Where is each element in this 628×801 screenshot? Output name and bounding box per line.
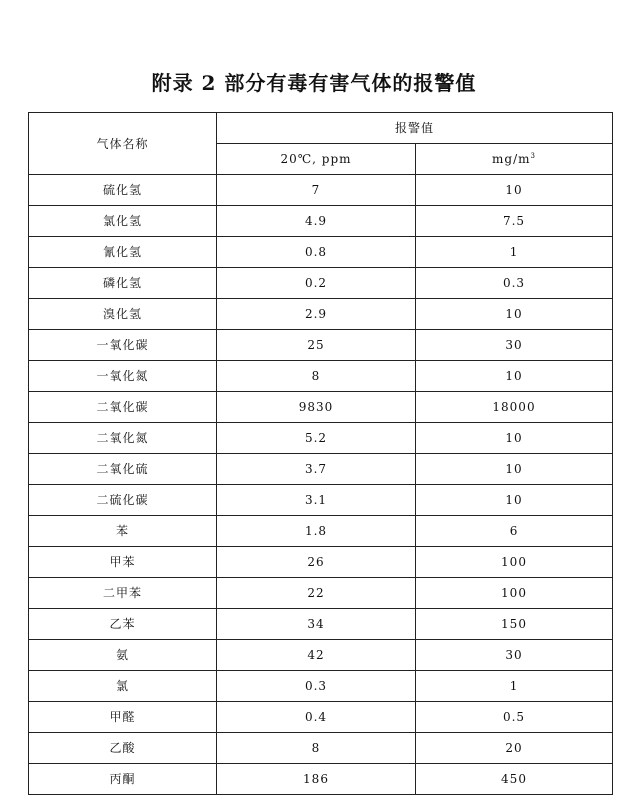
mg-unit-base: mg/m	[492, 152, 531, 166]
ppm-value-cell: 3.1	[217, 485, 416, 516]
ppm-value-cell: 2.9	[217, 299, 416, 330]
ppm-value-cell: 22	[217, 578, 416, 609]
mg-value-cell: 10	[416, 454, 613, 485]
gas-name-cell: 氯化氢	[29, 206, 217, 237]
mg-value-cell: 1	[416, 237, 613, 268]
table-row	[29, 578, 613, 609]
ppm-value-cell: 0.4	[217, 702, 416, 733]
table-row	[29, 268, 613, 299]
table-row	[29, 671, 613, 702]
gas-name-header: 气体名称	[29, 113, 217, 175]
table-body	[29, 113, 613, 795]
mg-value-cell: 10	[416, 485, 613, 516]
gas-name-cell: 氯	[29, 671, 217, 702]
ppm-value-cell: 26	[217, 547, 416, 578]
page-title: 附录 2 部分有毒有害气体的报警值	[151, 71, 477, 95]
ppm-unit-header: 20℃, ppm	[217, 144, 416, 175]
gas-name-cell: 磷化氢	[29, 268, 217, 299]
table-row	[29, 640, 613, 671]
mg-value-cell: 10	[416, 299, 613, 330]
gas-name-cell: 一氧化氮	[29, 361, 217, 392]
ppm-value-cell: 1.8	[217, 516, 416, 547]
gas-name-cell: 二硫化碳	[29, 485, 217, 516]
mg-value-cell: 0.5	[416, 702, 613, 733]
alarm-value-table	[28, 112, 613, 795]
mg-value-cell: 1	[416, 671, 613, 702]
mg-value-cell: 100	[416, 547, 613, 578]
ppm-value-cell: 186	[217, 764, 416, 795]
mg-value-cell: 100	[416, 578, 613, 609]
ppm-value-cell: 34	[217, 609, 416, 640]
gas-name-cell: 甲醛	[29, 702, 217, 733]
ppm-value-cell: 3.7	[217, 454, 416, 485]
table-row	[29, 237, 613, 268]
mg-value-cell: 150	[416, 609, 613, 640]
ppm-value-cell: 8	[217, 361, 416, 392]
mg-value-cell: 10	[416, 423, 613, 454]
gas-name-cell: 二甲苯	[29, 578, 217, 609]
ppm-value-cell: 9830	[217, 392, 416, 423]
mg-value-cell: 450	[416, 764, 613, 795]
gas-name-cell: 一氧化碳	[29, 330, 217, 361]
table-row	[29, 547, 613, 578]
ppm-value-cell: 5.2	[217, 423, 416, 454]
table-row	[29, 299, 613, 330]
mg-value-cell: 0.3	[416, 268, 613, 299]
table-row	[29, 733, 613, 764]
mg-value-cell: 30	[416, 640, 613, 671]
gas-name-cell: 氨	[29, 640, 217, 671]
table-row	[29, 206, 613, 237]
table-row	[29, 423, 613, 454]
gas-name-cell: 二氧化碳	[29, 392, 217, 423]
ppm-value-cell: 25	[217, 330, 416, 361]
mg-value-cell: 10	[416, 361, 613, 392]
table-row	[29, 609, 613, 640]
gas-name-cell: 苯	[29, 516, 217, 547]
ppm-value-cell: 0.3	[217, 671, 416, 702]
mg-unit-exponent: 3	[530, 152, 536, 160]
gas-name-cell: 二氧化硫	[29, 454, 217, 485]
mg-value-cell: 10	[416, 175, 613, 206]
table-row	[29, 454, 613, 485]
header-row	[29, 113, 613, 144]
table-row	[29, 485, 613, 516]
table-row	[29, 175, 613, 206]
mg-value-cell: 7.5	[416, 206, 613, 237]
gas-name-cell: 氰化氢	[29, 237, 217, 268]
table-row	[29, 516, 613, 547]
gas-name-cell: 二氧化氮	[29, 423, 217, 454]
ppm-value-cell: 8	[217, 733, 416, 764]
mg-value-cell: 20	[416, 733, 613, 764]
gas-name-cell: 溴化氢	[29, 299, 217, 330]
table-row	[29, 702, 613, 733]
table-row	[29, 764, 613, 795]
gas-name-cell: 乙酸	[29, 733, 217, 764]
gas-name-cell: 乙苯	[29, 609, 217, 640]
gas-name-cell: 丙酮	[29, 764, 217, 795]
table-row	[29, 330, 613, 361]
table-row	[29, 361, 613, 392]
ppm-value-cell: 42	[217, 640, 416, 671]
ppm-value-cell: 0.2	[217, 268, 416, 299]
table-row	[29, 392, 613, 423]
alarm-value-header: 报警值	[217, 113, 613, 144]
ppm-value-cell: 7	[217, 175, 416, 206]
mg-value-cell: 18000	[416, 392, 613, 423]
gas-name-cell: 甲苯	[29, 547, 217, 578]
gas-name-cell: 硫化氢	[29, 175, 217, 206]
mg-value-cell: 30	[416, 330, 613, 361]
ppm-value-cell: 4.9	[217, 206, 416, 237]
mg-unit-header	[416, 144, 613, 175]
ppm-value-cell: 0.8	[217, 237, 416, 268]
mg-value-cell: 6	[416, 516, 613, 547]
